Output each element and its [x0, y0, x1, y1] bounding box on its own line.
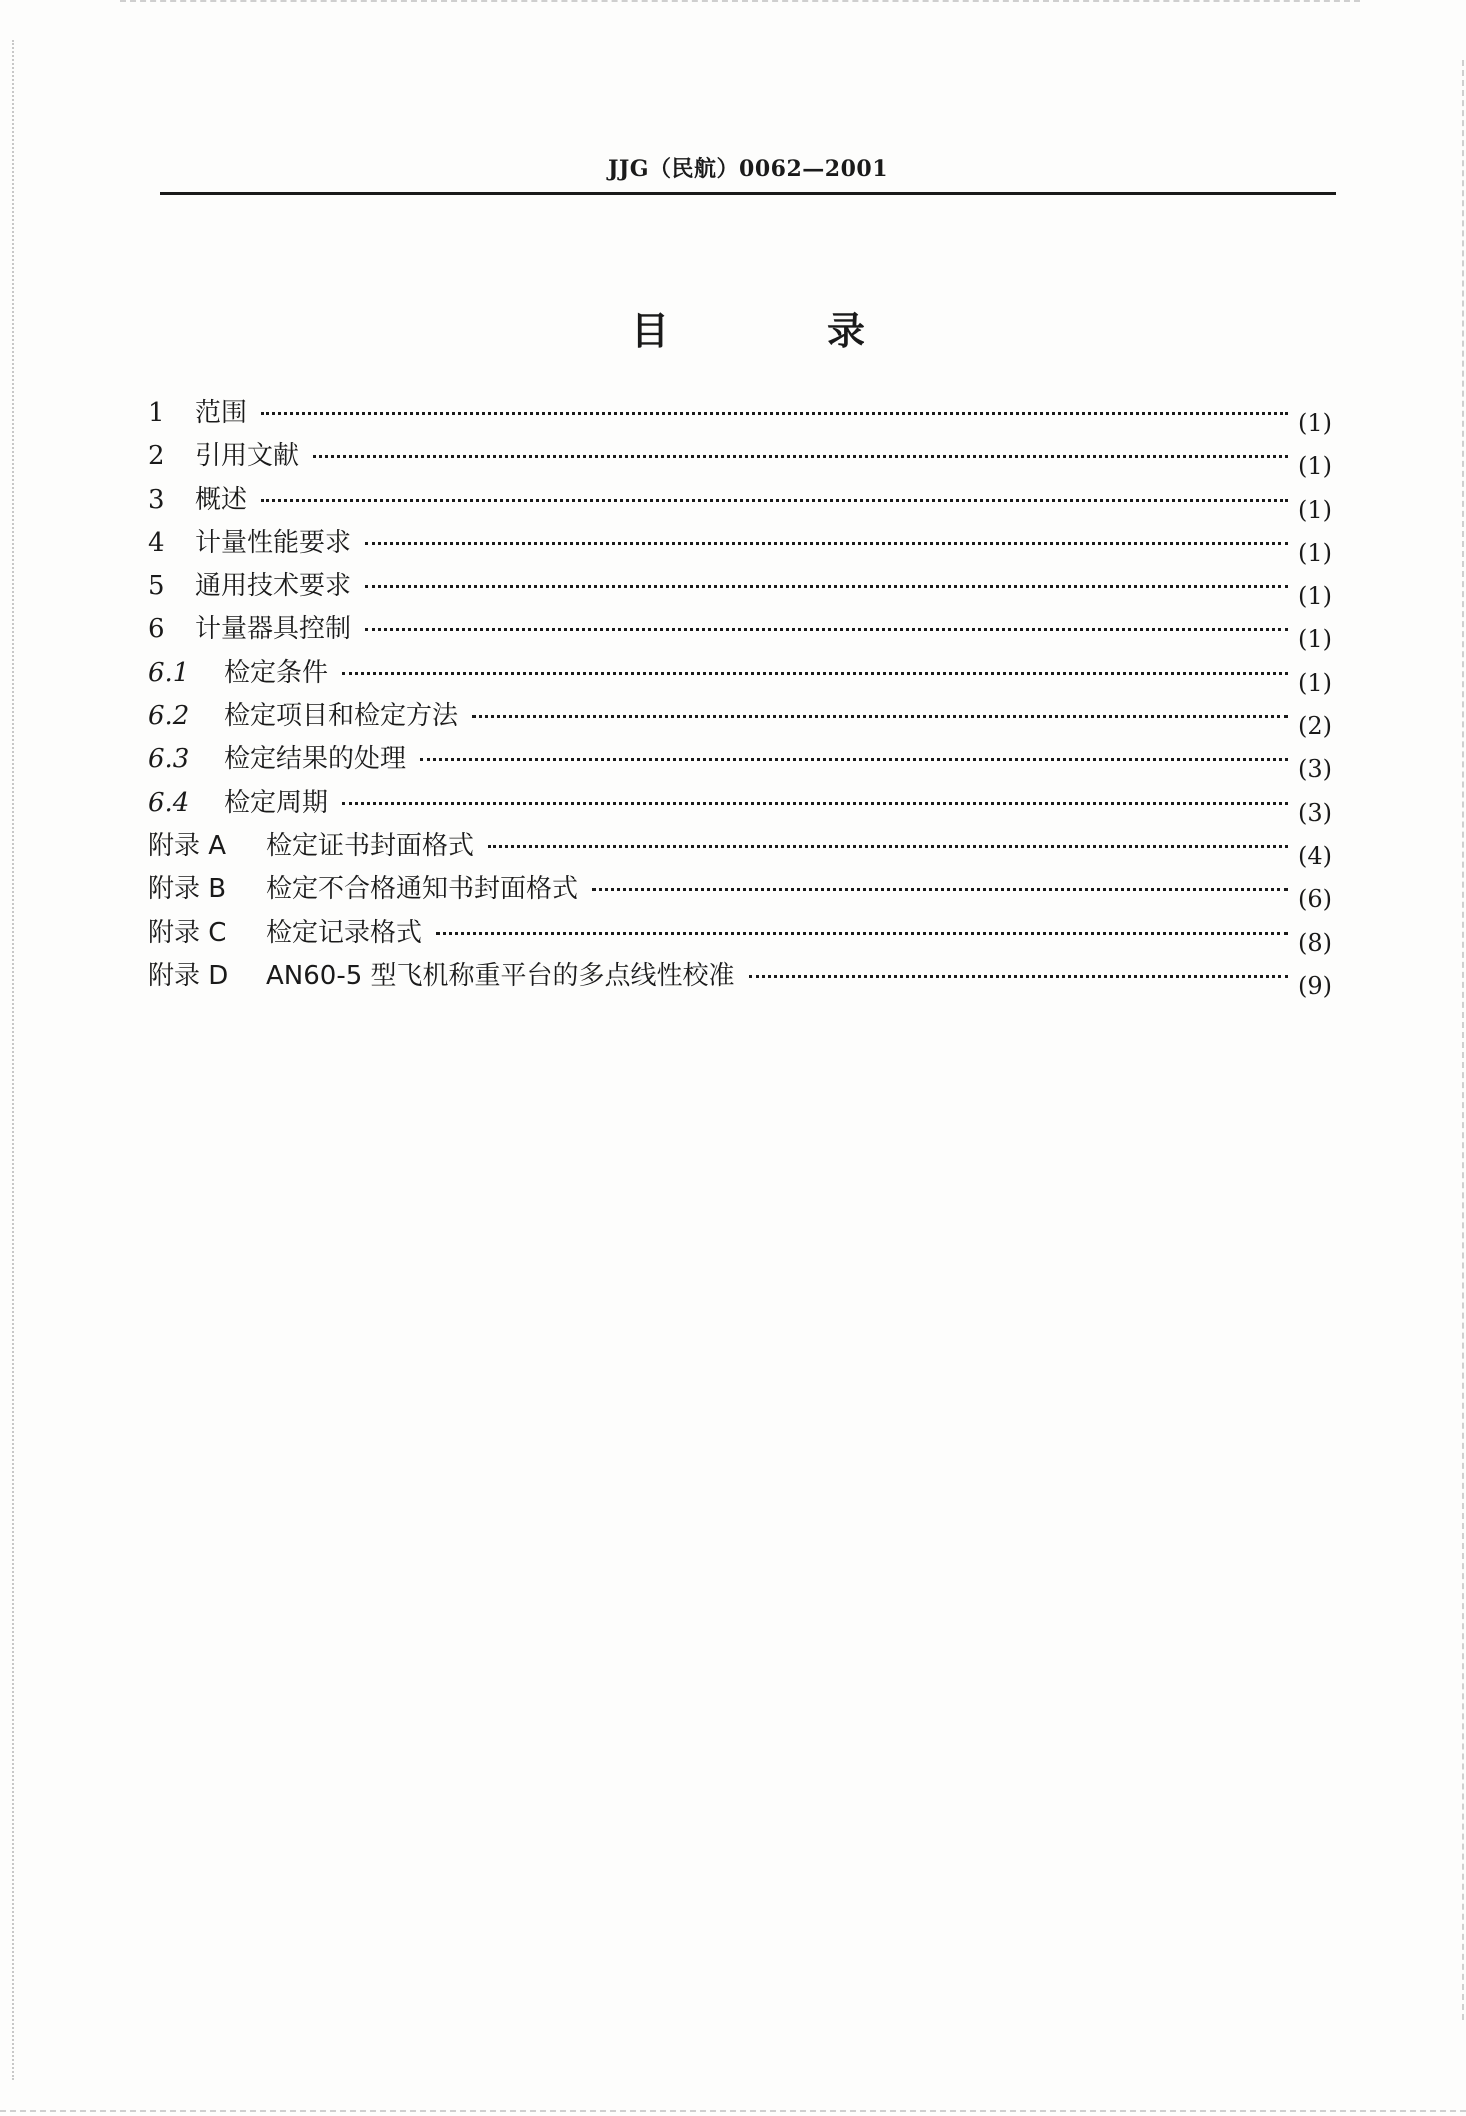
toc-entry-number: 附录 A [148, 830, 227, 861]
toc-entry-label: 检定结果的处理 [224, 744, 407, 775]
toc-entry-page: (1) [1298, 409, 1332, 437]
toc-entry[interactable] [148, 738, 1332, 784]
toc-entry-number: 2 [148, 441, 165, 472]
toc-entry-page: (1) [1298, 668, 1332, 697]
toc-entry-label: 通用技术要求 [195, 571, 352, 602]
toc-entry-label: 范围 [195, 398, 248, 428]
toc-entry[interactable] [148, 435, 1332, 481]
toc-entry[interactable] [148, 652, 1332, 695]
toc-dot-leader [342, 802, 1288, 805]
toc-entry-page: (9) [1298, 971, 1332, 1000]
toc-dot-leader [749, 975, 1288, 978]
toc-dot-leader [472, 715, 1288, 718]
toc-entry-number: 附录 B [148, 874, 227, 905]
toc-entry-number: 6.4 [148, 787, 190, 818]
toc-entry[interactable] [148, 868, 1332, 914]
toc-entry-number: 附录 D [148, 960, 229, 991]
toc-entry-page: (1) [1298, 452, 1332, 481]
toc-entry[interactable] [148, 565, 1332, 611]
header-rule [160, 192, 1336, 195]
toc-entry[interactable] [148, 608, 1332, 654]
toc-dot-leader [365, 585, 1288, 588]
toc-entry-number: 1 [148, 398, 165, 428]
toc-entry-number: 6.1 [148, 657, 190, 688]
toc-dot-leader [261, 499, 1288, 502]
toc-dot-leader [313, 455, 1288, 458]
toc-dot-leader [592, 888, 1288, 891]
running-header: JJG（民航）0062—2001 [607, 156, 889, 182]
toc-dot-leader [436, 932, 1288, 935]
toc-entry-page: (1) [1298, 582, 1332, 611]
toc-entry[interactable] [148, 782, 1332, 825]
toc-entry-label: 引用文献 [195, 441, 300, 472]
toc-entry-label: 检定项目和检定方法 [224, 701, 459, 732]
toc-dot-leader [365, 628, 1288, 631]
toc-entry-page: (4) [1298, 841, 1332, 870]
toc-entry-number: 6.3 [148, 744, 190, 775]
toc-dot-leader [261, 412, 1288, 415]
toc-entry-number: 6 [148, 614, 165, 645]
toc-entry-page: (1) [1298, 538, 1332, 567]
toc-dot-leader [488, 845, 1288, 848]
toc-entry-number: 4 [148, 527, 165, 558]
toc-entry-label: 检定记录格式 [266, 917, 423, 948]
scan-edge-bottom [0, 2110, 1466, 2112]
toc-entry-page: (2) [1298, 712, 1332, 741]
toc-entry-page: (3) [1298, 755, 1332, 784]
toc-entry-label: 概述 [195, 484, 248, 515]
toc-entry[interactable] [148, 955, 1332, 998]
toc-entry[interactable] [148, 479, 1332, 522]
toc-entry[interactable] [148, 912, 1332, 955]
toc-entry-page: (8) [1298, 928, 1332, 957]
toc-entry[interactable] [148, 392, 1332, 435]
toc-entry-page: (1) [1298, 625, 1332, 654]
toc-entry-page: (3) [1298, 798, 1332, 827]
toc-entry-number: 6.2 [148, 701, 190, 732]
toc-entry-number: 5 [148, 571, 165, 602]
toc-entry[interactable] [148, 825, 1332, 868]
toc-entry-label: 检定不合格通知书封面格式 [266, 874, 579, 905]
toc-entry-label: 计量性能要求 [195, 527, 352, 558]
toc-entry-page: (6) [1298, 885, 1332, 914]
toc-entry-label: AN60-5 型飞机称重平台的多点线性校准 [266, 960, 735, 991]
scan-edge-top [120, 0, 1360, 2]
toc-entry-label: 检定条件 [224, 657, 329, 688]
toc-entry-label: 检定周期 [224, 787, 329, 818]
toc-entry[interactable] [148, 695, 1332, 741]
toc-entry-page: (1) [1298, 495, 1332, 524]
toc-entry-number: 3 [148, 484, 165, 515]
scan-edge-left [12, 40, 14, 2080]
toc-entry[interactable] [148, 522, 1332, 565]
toc-entry-label: 计量器具控制 [195, 614, 352, 645]
scan-edge-right [1462, 60, 1464, 2020]
toc-dot-leader [365, 542, 1288, 545]
toc-dot-leader [342, 672, 1288, 675]
toc-entry-number: 附录 C [148, 917, 227, 948]
toc-title: 目 录 [630, 309, 925, 353]
toc-dot-leader [420, 758, 1288, 761]
table-of-contents [148, 392, 1332, 998]
toc-entry-label: 检定证书封面格式 [266, 830, 475, 861]
